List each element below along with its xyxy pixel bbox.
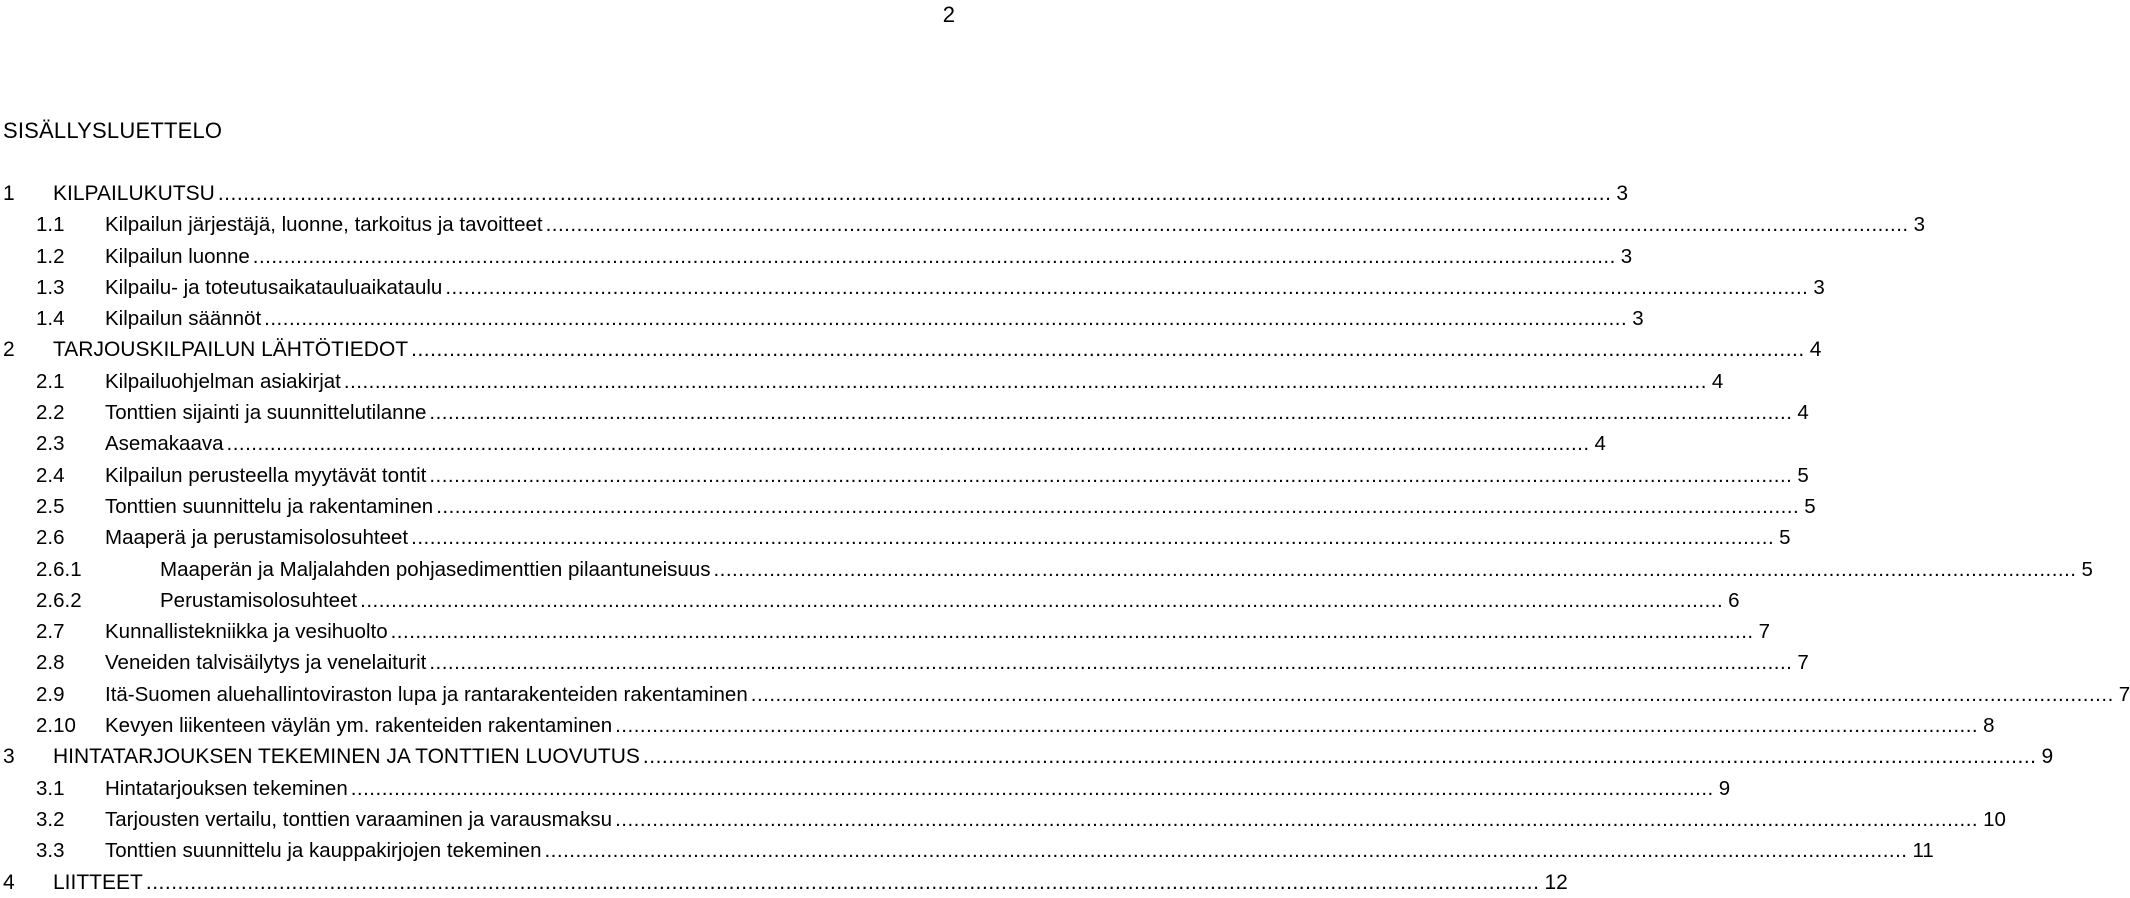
toc-entry-number: 1.4 [36,307,65,331]
dot-leader: ............................................................................................................................................................................................................................ [411,338,1805,362]
toc-entry-page: 5 [1779,526,1791,550]
dot-leader: ............................................................................................................................................................................................................................ [429,401,1793,425]
toc-entry-number: 2.6.2 [36,588,82,612]
toc-entry-page: 6 [1728,588,1740,612]
toc-entry-title: Tonttien sijainti ja suunnittelutilanne [105,401,427,425]
toc-entry-title: Kunnallistekniikka ja vesihuolto [105,620,388,644]
dot-leader: ............................................................................................................................................................................................................................ [642,745,2037,769]
toc-entry[interactable] [3,585,1740,616]
toc-entry-title: KILPAILUKUTSU [53,182,215,205]
toc-entry-title: Kilpailun perusteella myytävät tontit [105,463,427,487]
toc-entry-title: Kilpailun säännöt [105,307,262,331]
dot-leader: ............................................................................................................................................................................................................................ [445,275,1809,299]
toc-entry-number: 2.8 [36,651,65,675]
toc-entry-title: Kilpailun järjestäjä, luonne, tarkoitus ja tavoitteet [105,213,543,237]
toc-entry-number: 2.6 [36,526,65,550]
dot-leader: ............................................................................................................................................................................................................................ [252,244,1616,268]
dot-leader: ............................................................................................................................................................................................................................ [411,526,1775,550]
dot-leader: ............................................................................................................................................................................................................................ [264,307,1628,331]
toc-entry-title: TARJOUSKILPAILUN LÄHTÖTIEDOT [53,338,409,362]
toc-entry-page: 3 [1913,213,1926,237]
toc-entry-page: 4 [1711,369,1724,393]
table-of-contents [3,178,2130,898]
toc-entry-title: Kilpailun luonne [105,244,250,268]
toc-entry-page: 9 [2041,745,2054,769]
toc-entry-title: Maaperä ja perustamisolosuhteet [105,526,409,550]
dot-leader: ............................................................................................................................................................................................................................ [545,213,1909,237]
toc-entry[interactable] [3,647,1809,678]
toc-entry[interactable] [3,835,1934,866]
toc-entry-page: 3 [1813,275,1825,299]
toc-entry-page: 5 [1804,494,1816,518]
toc-entry-page: 5 [1797,463,1809,487]
toc-entry-number: 3 [3,745,15,769]
toc-entry-title: Itä-Suomen aluehallintoviraston lupa ja rantarakenteiden rakentaminen [105,682,748,706]
toc-entry-page: 3 [1616,182,1629,205]
toc-entry-number: 1.3 [36,275,65,299]
dot-leader: ............................................................................................................................................................................................................................ [544,839,1908,863]
toc-entry[interactable] [3,428,1606,459]
toc-entry[interactable] [3,616,1771,647]
toc-entry-number: 3.2 [36,807,65,831]
dot-leader: ............................................................................................................................................................................................................................ [217,182,1612,205]
toc-entry[interactable] [3,241,1633,272]
toc-entry-title: Kilpailu- ja toteutusaikatauluaikataulu [105,275,443,299]
toc-entry[interactable] [3,178,1629,209]
dot-leader: ............................................................................................................................................................................................................................ [350,776,1714,800]
dot-leader: ............................................................................................................................................................................................................................ [436,494,1800,518]
dot-leader: ............................................................................................................................................................................................................................ [615,714,1979,738]
toc-entry-number: 2.1 [36,369,65,393]
page-number: 2 [942,2,955,27]
toc-entry[interactable] [3,491,1816,522]
toc-heading: SISÄLLYSLUETTELO [3,118,223,143]
dot-leader: ............................................................................................................................................................................................................................ [390,620,1754,644]
toc-entry-title: Kilpailuohjelman asiakirjat [105,369,341,393]
dot-leader: ............................................................................................................................................................................................................................ [226,432,1590,456]
toc-entry-number: 2.10 [36,714,76,738]
toc-entry[interactable] [3,867,1568,898]
toc-entry-page: 10 [1983,807,2006,831]
dot-leader: ............................................................................................................................................................................................................................ [145,870,1540,894]
toc-entry[interactable] [3,522,1791,553]
toc-entry[interactable] [3,366,1724,397]
toc-entry-page: 3 [1620,244,1633,268]
toc-entry-title: Tonttien suunnittelu ja rakentaminen [105,494,434,518]
toc-entry[interactable] [3,741,2054,772]
dot-leader: ............................................................................................................................................................................................................................ [429,463,1793,487]
toc-entry-title: Hintatarjouksen tekeminen [105,776,348,800]
toc-entry[interactable] [3,272,1825,303]
toc-entry-title: Maaperän ja Maljalahden pohjasedimenttien pilaantuneisuus [160,557,711,581]
toc-entry-number: 2.9 [36,682,65,706]
dot-leader: ............................................................................................................................................................................................................................ [750,682,2114,706]
toc-entry-page: 4 [1594,432,1606,456]
toc-entry-page: 11 [1912,839,1934,863]
toc-entry-number: 2.6.1 [36,557,82,581]
toc-entry-title: Veneiden talvisäilytys ja venelaiturit [105,651,427,675]
toc-entry-number: 2 [3,338,15,362]
toc-entry-page: 4 [1797,401,1809,425]
dot-leader: ............................................................................................................................................................................................................................ [713,557,2077,581]
toc-entry-page: 7 [1797,651,1809,675]
toc-entry-page: 5 [2081,557,2093,581]
toc-entry-title: HINTATARJOUKSEN TEKEMINEN JA TONTTIEN LUOVUTUS [53,745,640,769]
toc-entry[interactable] [3,710,1995,741]
toc-entry-title: Kevyen liikenteen väylän ym. rakenteiden rakentaminen [105,714,613,738]
toc-entry-page: 7 [2118,682,2130,706]
toc-entry[interactable] [3,554,2093,585]
toc-entry[interactable] [3,679,2130,710]
toc-entry-number: 3.3 [36,839,65,863]
toc-entry-page: 9 [1718,776,1731,800]
toc-entry-number: 1 [3,182,15,205]
toc-entry-number: 2.7 [36,620,65,644]
toc-entry-page: 12 [1544,870,1568,894]
toc-entry-title: Perustamisolosuhteet [160,588,358,612]
toc-entry-title: Asemakaava [105,432,224,456]
toc-entry-title: Tonttien suunnittelu ja kauppakirjojen tekeminen [105,839,542,863]
toc-entry-number: 4 [3,870,15,894]
toc-entry[interactable] [3,460,1809,491]
toc-entry-page: 3 [1632,307,1644,331]
toc-entry-number: 2.2 [36,401,65,425]
toc-entry[interactable] [3,397,1809,428]
dot-leader: ............................................................................................................................................................................................................................ [343,369,1707,393]
toc-entry-page: 7 [1758,620,1771,644]
toc-entry[interactable] [3,303,1644,334]
toc-entry[interactable] [3,334,1822,365]
dot-leader: ............................................................................................................................................................................................................................ [360,588,1724,612]
dot-leader: ............................................................................................................................................................................................................................ [429,651,1793,675]
toc-entry-title: LIITTEET [53,870,143,894]
toc-entry-number: 2.3 [36,432,65,456]
toc-entry-number: 1.2 [36,244,65,268]
dot-leader: ............................................................................................................................................................................................................................ [615,807,1979,831]
toc-entry-page: 4 [1809,338,1822,362]
toc-entry[interactable] [3,209,1926,240]
toc-entry-number: 1.1 [36,213,65,237]
toc-entry[interactable] [3,804,2006,835]
toc-entry-number: 3.1 [36,776,65,800]
toc-entry-number: 2.5 [36,494,65,518]
toc-entry[interactable] [3,773,1731,804]
toc-entry-page: 8 [1983,714,1995,738]
toc-entry-number: 2.4 [36,463,65,487]
toc-entry-title: Tarjousten vertailu, tonttien varaaminen ja varausmaksu [105,807,613,831]
